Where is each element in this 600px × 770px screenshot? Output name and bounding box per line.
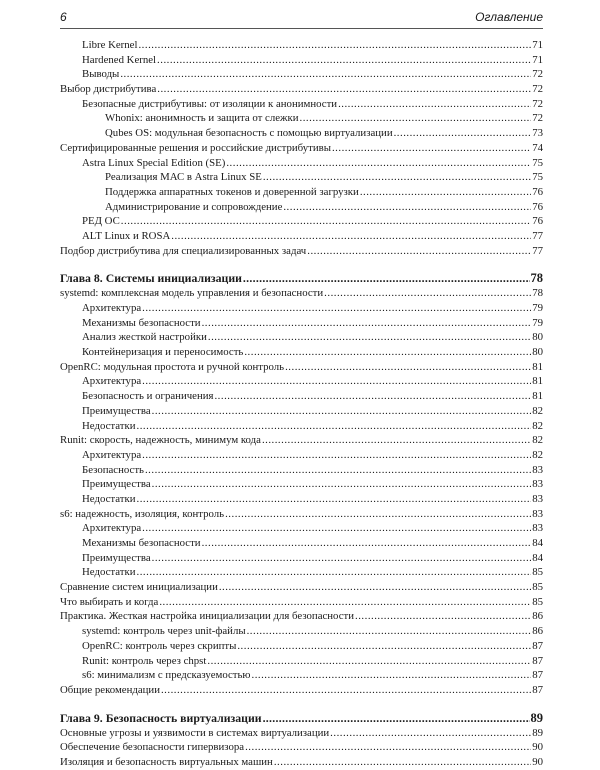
toc-entry-title: s6: минимализм с предсказуемостью [82,669,251,682]
dot-leader [332,141,531,156]
toc-entry-page: 87 [532,683,543,696]
toc-entry[interactable] [60,111,543,126]
toc-entry-page: 80 [532,331,543,344]
toc-entry-title: Преимущества [82,478,151,491]
dot-leader [121,214,531,229]
toc-entry[interactable] [60,740,543,755]
toc-entry-page: 86 [532,610,543,623]
toc-chapter-heading[interactable] [60,270,543,286]
toc-entry-title: Выводы [82,68,120,81]
dot-leader [274,755,531,770]
dot-leader [237,639,531,654]
toc-entry-page: 87 [532,654,543,667]
toc-entry-title: Сравнение систем инициализации [60,581,218,594]
toc-entry-page: 85 [532,581,543,594]
toc-entry-title: s6: надежность, изоляция, контроль [60,507,225,520]
toc-entry-page: 83 [532,492,543,505]
dot-leader [226,156,531,171]
toc-entry-page: 84 [532,551,543,564]
dot-leader [262,433,531,448]
dot-leader [244,345,531,360]
dot-leader [137,565,532,580]
toc-entry[interactable] [60,551,543,566]
toc-entry[interactable] [60,683,543,698]
toc-entry-title: Реализация МАС в Astra Linux SE [105,171,262,184]
toc-entry-title: systemd: комплексная модель управления и безопасности [60,287,324,300]
toc-entry-title: Архитектура [82,522,142,535]
toc-entry[interactable] [60,404,543,419]
toc-entry[interactable] [60,433,543,448]
toc-entry-title: Подбор дистрибутива для специализированных задач [60,244,307,257]
toc-gap [60,258,543,270]
toc-entry-title: Администрирование и сопровождение [105,200,283,213]
table-of-contents [60,38,543,770]
dot-leader [142,374,531,389]
toc-entry[interactable] [60,580,543,595]
toc-entry-title: Преимущества [82,551,151,564]
toc-entry[interactable] [60,668,543,683]
header-rule [60,28,543,29]
toc-entry[interactable] [60,185,543,200]
toc-entry-page: 83 [532,522,543,535]
toc-entry-title: Runit: контроль через chpst [82,654,207,667]
page-number: 6 [60,10,67,24]
toc-entry-page: 72 [532,97,543,110]
toc-entry[interactable] [60,156,543,171]
toc-entry[interactable] [60,389,543,404]
dot-leader [360,185,531,200]
toc-entry[interactable] [60,141,543,156]
dot-leader [137,419,532,434]
dot-leader [247,624,532,639]
dot-leader [152,551,532,566]
toc-entry[interactable] [60,609,543,624]
toc-entry-title: Безопасность и ограничения [82,390,214,403]
dot-leader [338,97,531,112]
dot-leader [355,609,531,624]
toc-entry[interactable] [60,419,543,434]
toc-entry-title: Глава 8. Системы инициализации [60,271,242,286]
toc-entry-title: Механизмы безопасности [82,537,201,549]
toc-entry-page: 87 [532,669,543,682]
toc-entry-title: systemd: контроль через unit-файлы [82,625,246,638]
toc-entry[interactable] [60,244,543,259]
toc-entry-title: Контейнеризация и переносимость [82,346,244,359]
dot-leader [263,710,530,726]
toc-entry[interactable] [60,755,543,770]
toc-entry-title: Глава 9. Безопасность виртуализации [60,710,262,725]
toc-entry[interactable] [60,565,543,580]
toc-entry-title: Архитектура [82,302,142,314]
toc-entry-page: 86 [532,625,543,638]
toc-entry-page: 79 [532,302,543,314]
toc-entry[interactable] [60,301,543,316]
toc-entry[interactable] [60,360,543,375]
toc-entry-page: 74 [532,141,543,154]
toc-entry[interactable] [60,624,543,639]
toc-entry-title: Недостатки [82,566,136,579]
page-header [60,8,543,28]
dot-leader [159,595,531,610]
toc-entry[interactable] [60,448,543,463]
dot-leader [120,67,531,82]
toc-entry-page: 89 [530,710,543,725]
toc-entry-page: 85 [532,595,543,608]
dot-leader [137,492,532,507]
toc-entry-page: 76 [532,200,543,213]
toc-entry-page: 81 [532,390,543,403]
toc-entry-page: 76 [532,185,543,198]
dot-leader [243,270,530,286]
toc-entry-title: Безопасность [82,463,144,476]
toc-entry[interactable] [60,536,543,551]
toc-entry-page: 72 [532,112,543,125]
dot-leader [202,536,532,551]
toc-entry[interactable] [60,316,543,331]
toc-entry[interactable] [60,330,543,345]
toc-entry-page: 71 [532,39,543,51]
dot-leader [214,389,531,404]
toc-entry[interactable] [60,97,543,112]
dot-leader [263,170,531,185]
dot-leader [142,448,531,463]
toc-entry-page: 76 [532,215,543,228]
toc-entry-page: 85 [532,566,543,579]
dot-leader [283,200,531,215]
dot-leader [307,244,531,259]
toc-entry-title: Runit: скорость, надежность, минимум кода [60,434,261,447]
toc-entry-title: Astra Linux Special Edition (SE) [82,156,226,169]
dot-leader [138,38,531,53]
toc-entry[interactable] [60,654,543,669]
toc-entry-title: Обеспечение безопасности гипервизора [60,741,245,754]
dot-leader [207,654,531,669]
toc-entry-title: ALT Linux и ROSA [82,229,171,242]
toc-entry-page: 83 [532,507,543,520]
dot-leader [142,521,531,536]
toc-entry-page: 75 [532,171,543,184]
toc-entry[interactable] [60,82,543,97]
toc-entry-page: 90 [532,755,543,768]
toc-entry-title: Анализ жесткой настройки [82,331,207,344]
toc-entry[interactable] [60,53,543,68]
toc-entry-title: Недостатки [82,492,136,505]
toc-entry-page: 72 [532,68,543,81]
toc-entry-title: Архитектура [82,448,142,461]
toc-entry-title: Изоляция и безопасность виртуальных машин [60,755,273,768]
toc-entry[interactable] [60,38,543,53]
dot-leader [142,301,531,316]
toc-entry-page: 78 [532,287,543,300]
dot-leader [208,330,531,345]
toc-entry-title: Qubes OS: модульная безопасность с помощью виртуализации [105,127,393,140]
toc-entry[interactable] [60,639,543,654]
dot-leader [152,477,532,492]
dot-leader [300,111,532,126]
dot-leader [285,360,531,375]
dot-leader [171,229,531,244]
toc-entry-page: 87 [532,639,543,652]
toc-entry-title: Что выбирать и когда [60,595,159,608]
toc-entry[interactable] [60,170,543,185]
toc-entry-title: Недостатки [82,419,136,432]
toc-entry-page: 83 [532,478,543,491]
dot-leader [161,683,531,698]
toc-entry-title: Преимущества [82,404,151,417]
toc-entry[interactable] [60,463,543,478]
toc-entry-page: 75 [532,156,543,169]
toc-entry-page: 79 [532,316,543,329]
toc-entry-page: 82 [532,434,543,447]
toc-entry-title: Libre Kernel [82,39,138,51]
toc-entry-page: 82 [532,419,543,432]
dot-leader [157,53,531,68]
toc-entry-page: 84 [532,537,543,549]
toc-entry[interactable] [60,726,543,741]
toc-entry[interactable] [60,229,543,244]
dot-leader [219,580,531,595]
toc-entry-title: РЕД ОС [82,215,120,228]
toc-entry-page: 71 [532,53,543,66]
dot-leader [145,463,531,478]
toc-entry[interactable] [60,374,543,389]
toc-entry-title: Основные угрозы и уязвимости в системах виртуализации [60,726,330,739]
toc-entry-page: 72 [532,83,543,96]
toc-entry-title: Общие рекомендации [60,683,160,696]
dot-leader [225,507,531,522]
toc-entry[interactable] [60,521,543,536]
toc-entry-title: Практика. Жесткая настройка инициализации для безопасности [60,610,355,623]
toc-entry-title: Выбор дистрибутива [60,83,157,96]
toc-entry[interactable] [60,345,543,360]
toc-entry-page: 77 [532,244,543,257]
toc-entry[interactable] [60,286,543,301]
toc-entry-title: OpenRC: контроль через скрипты [82,639,237,652]
toc-entry-page: 82 [532,448,543,461]
dot-leader [394,126,532,141]
toc-entry-title: Механизмы безопасности [82,316,201,329]
toc-entry-page: 89 [532,726,543,739]
toc-entry[interactable] [60,200,543,215]
toc-chapter-heading[interactable] [60,710,543,726]
toc-entry-page: 90 [532,741,543,754]
toc-entry[interactable] [60,492,543,507]
toc-entry[interactable] [60,214,543,229]
dot-leader [152,404,532,419]
dot-leader [252,668,532,683]
toc-entry-title: Сертифицированные решения и российские дистрибутивы [60,141,331,154]
toc-entry-page: 81 [532,375,543,388]
toc-entry-title: Hardened Kernel [82,53,157,66]
toc-entry-title: Whonix: анонимность и защита от слежки [105,112,299,125]
toc-entry-page: 81 [532,360,543,373]
toc-entry-page: 83 [532,463,543,476]
toc-entry[interactable] [60,67,543,82]
toc-entry[interactable] [60,595,543,610]
toc-entry-title: Архитектура [82,375,142,388]
toc-entry-page: 80 [532,346,543,359]
toc-entry-title: OpenRC: модульная простота и ручной контроль [60,360,285,373]
toc-entry-title: Поддержка аппаратных токенов и доверенной загрузки [105,185,359,198]
toc-entry-title: Безопасные дистрибутивы: от изоляции к анонимности [82,97,338,110]
toc-gap [60,698,543,710]
dot-leader [245,740,531,755]
running-title: Оглавление [475,10,543,24]
dot-leader [324,286,531,301]
toc-entry-page: 82 [532,404,543,417]
toc-entry[interactable] [60,477,543,492]
toc-entry-page: 78 [530,271,543,286]
dot-leader [330,726,531,741]
toc-entry-page: 77 [532,229,543,242]
dot-leader [157,82,531,97]
toc-entry[interactable] [60,507,543,522]
toc-entry-page: 73 [532,127,543,140]
dot-leader [202,316,532,331]
toc-entry[interactable] [60,126,543,141]
